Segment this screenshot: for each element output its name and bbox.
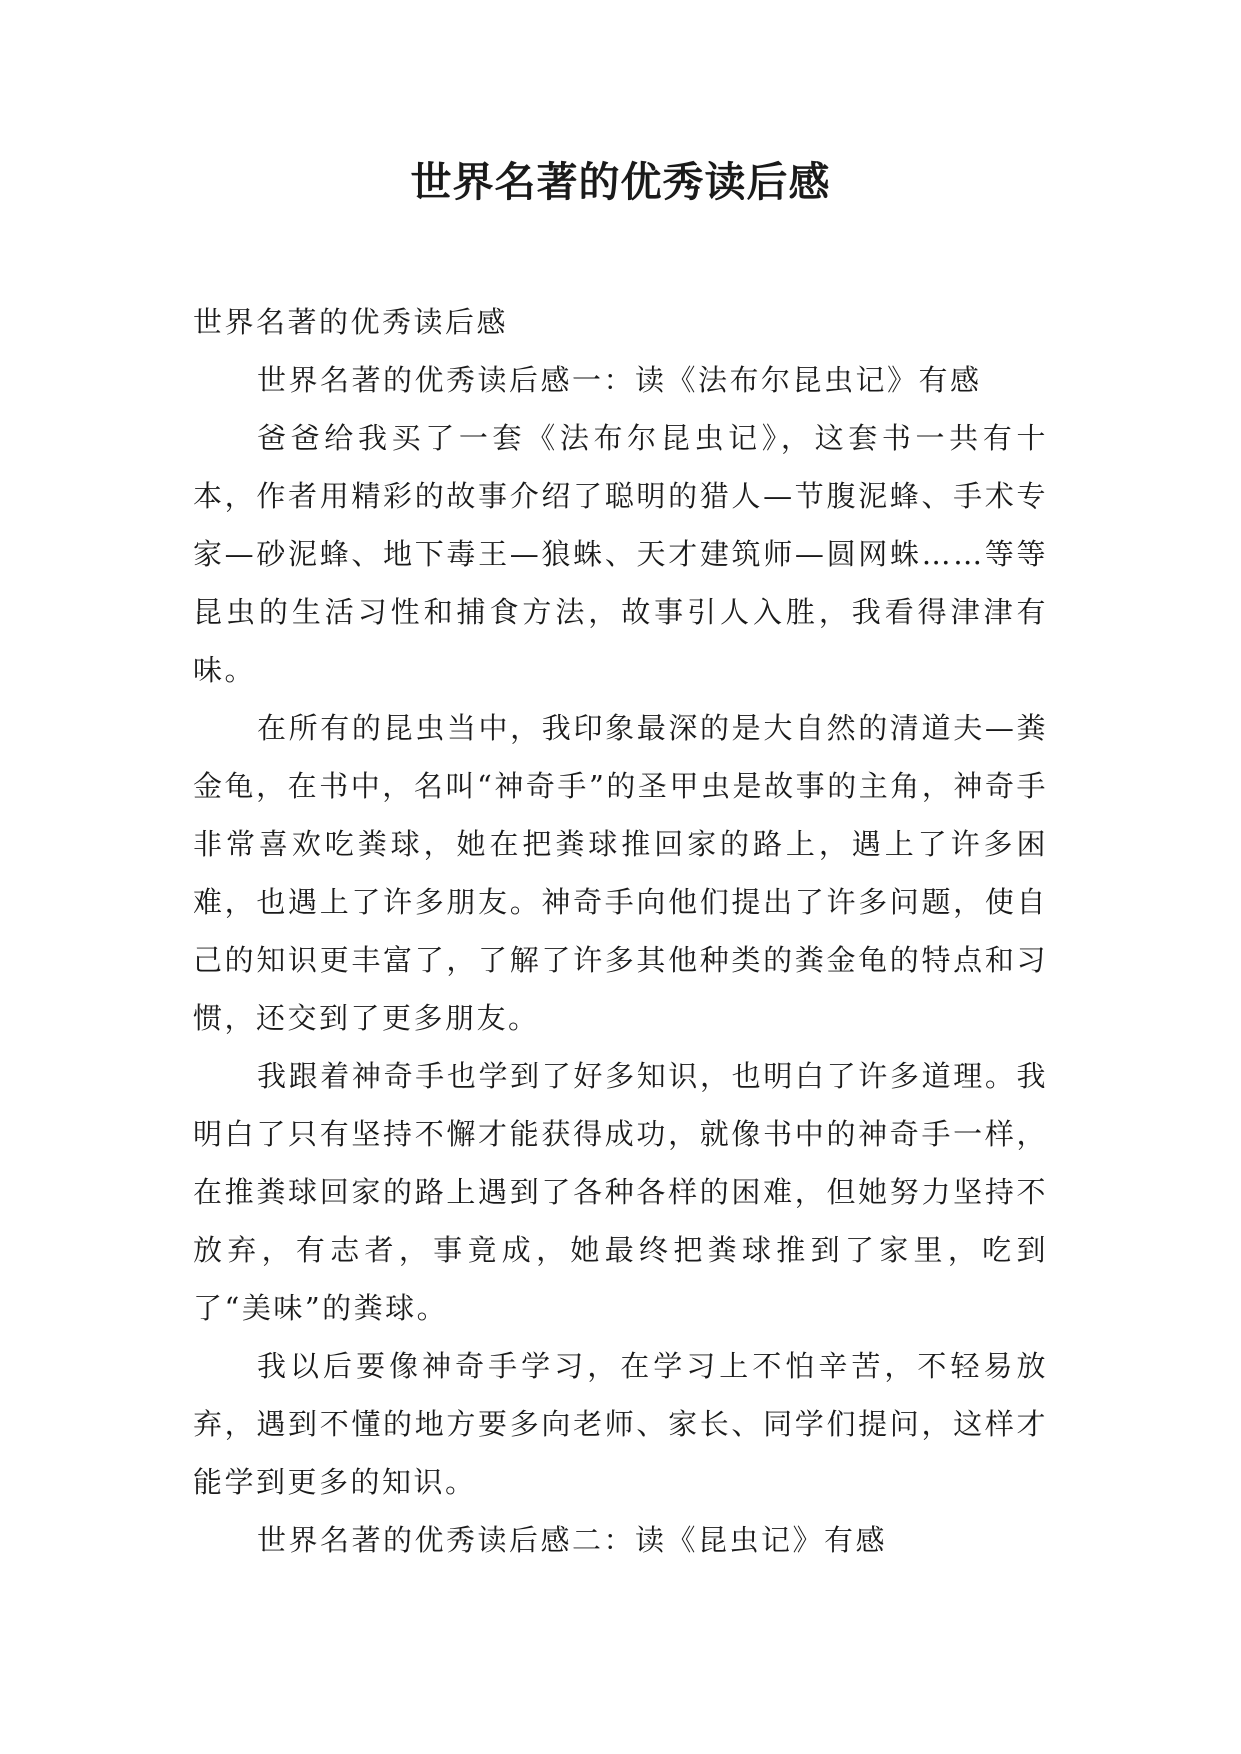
paragraph-1: 爸爸给我买了一套《法布尔昆虫记》，这套书一共有十本，作者用精彩的故事介绍了聪明的猎人—节腹泥蜂、手术专家—砂泥蜂、地下毒王—狼蛛、天才建筑师—圆网蛛……等等昆虫的生活习性和捕食方法，故事引人入胜，我看得津津有味。 [193, 421, 1048, 687]
paragraph-4: 我以后要像神奇手学习，在学习上不怕辛苦，不轻易放弃，遇到不懂的地方要多向老师、家长、同学们提问，这样才能学到更多的知识。 [193, 1349, 1048, 1499]
document-body [193, 293, 1048, 1569]
section-heading-2: 世界名著的优秀读后感二：读《昆虫记》有感 [257, 1523, 888, 1557]
document-title: 世界名著的优秀读后感 [410, 158, 831, 206]
section-heading-1: 世界名著的优秀读后感一：读《法布尔昆虫记》有感 [257, 363, 982, 397]
paragraph-2: 在所有的昆虫当中，我印象最深的是大自然的清道夫—粪金龟，在书中，名叫“神奇手”的圣甲虫是故事的主角，神奇手非常喜欢吃粪球，她在把粪球推回家的路上，遇上了许多困难，也遇上了许多朋友。神奇手向他们提出了许多问题，使自己的知识更丰富了，了解了许多其他种类的粪金龟的特点和习惯，还交到了更多朋友。 [193, 711, 1048, 1035]
body-heading: 世界名著的优秀读后感 [193, 305, 509, 339]
paragraph-3: 我跟着神奇手也学到了好多知识，也明白了许多道理。我明白了只有坚持不懈才能获得成功，就像书中的神奇手一样，在推粪球回家的路上遇到了各种各样的困难，但她努力坚持不放弃，有志者，事竟成，她最终把粪球推到了家里，吃到了“美味”的粪球。 [193, 1059, 1048, 1325]
